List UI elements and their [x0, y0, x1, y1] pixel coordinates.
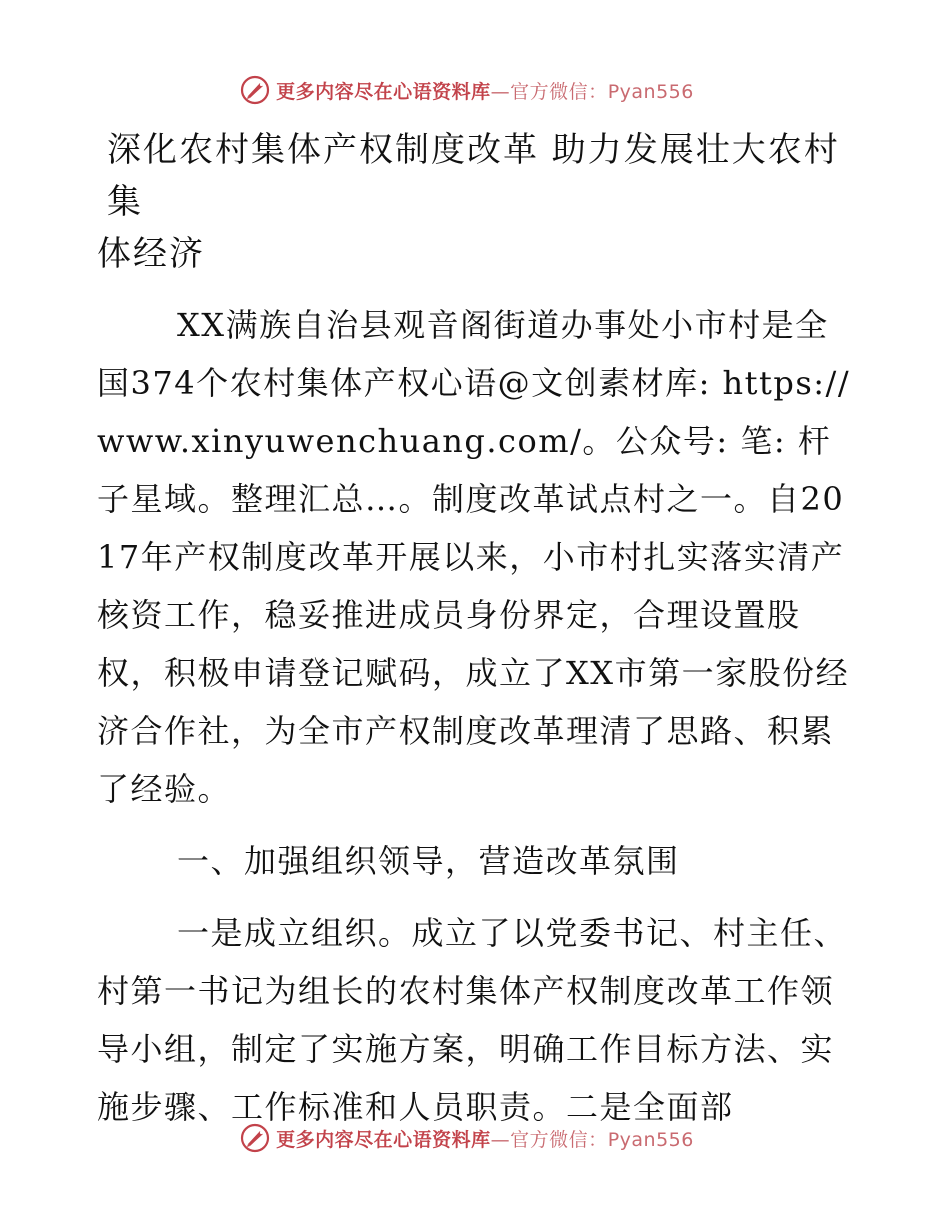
paragraph-intro: XX满族自治县观音阁街道办事处小市村是全国374个农村集体产权心语@文创素材库: https://www.xinyuwenchuang.com/。公众号: 笔: 杆子星域。整理汇总…。制度改革试点村之一。自2017年产权制度改革开展以来，小市村扎实落实清产核资工作，稳妥推进成员身份界定，合理设置股权，积极申请登记赋码，成立了XX市第一家股份经济合作社，为全市产权制度改革理清了思路、积累了经验。 [97, 306, 851, 808]
banner-text: 更多内容尽在心语资料库—官方微信：Pyan556 [276, 1128, 694, 1151]
pen-nib-circle-logo [240, 75, 270, 105]
header-banner [0, 70, 950, 110]
document-body [97, 124, 857, 1136]
paragraph-section-one: 一是成立组织。成立了以党委书记、村主任、村第一书记为组长的农村集体产权制度改革工作领导小组，制定了实施方案，明确工作目标方法、实施步骤、工作标准和人员职责。二是全面部 [97, 914, 848, 1126]
section-heading: 一、加强组织领导，营造改革氛围 [177, 842, 680, 880]
footer-banner [0, 1118, 950, 1158]
pen-nib-circle-logo [240, 1123, 270, 1153]
banner-text: 更多内容尽在心语资料库—官方微信：Pyan556 [276, 80, 694, 103]
document-title: 深化农村集体产权制度改革 助力发展壮大农村集 体经济 [97, 130, 840, 274]
